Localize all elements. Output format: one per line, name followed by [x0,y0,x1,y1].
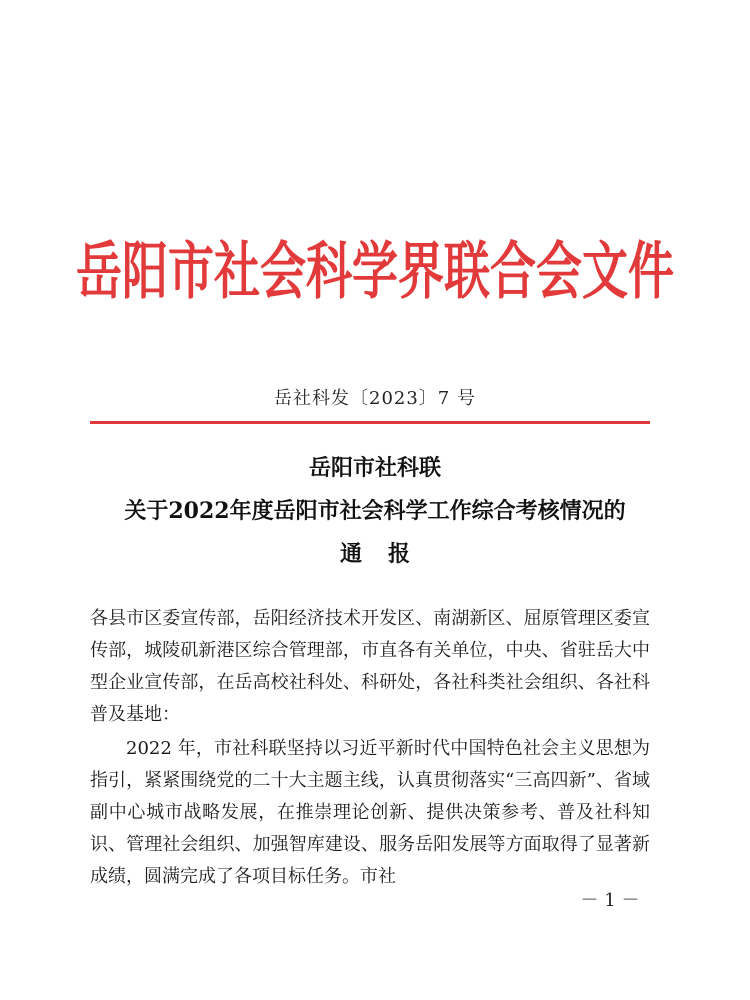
document-number: 岳社科发〔2023〕7 号 [274,388,476,409]
body-paragraph: 2022 年，市社科联坚持以习近平新时代中国特色社会主义思想为指引，紧紧围绕党的二十大主题主线，认真贯彻落实“三高四新”、省域副中心城市战略发展，在推崇理论创新、提供决策参考、普及社科知识、管理社会组织、加强智库建设、服务岳阳发展等方面取得了显著新成绩，圆满完成了各项目标任务。市社 [90,738,650,887]
notice-title-issuer: 岳阳市社科联 [308,455,441,481]
masthead-title: 岳阳市社会科学界联合会文件 [76,234,674,308]
notice-title-type: 通报 [339,541,436,567]
salutation-recipients: 各县市区委宣传部，岳阳经济技术开发区、南湖新区、屈原管理区委宣传部，城陵矶新港区综合管理部，市直各有关单位，中央、省驻岳大中型企业宣传部，在岳高校社科处、科研处，各社科类社会组织、各社科普及基地： [90,608,650,725]
red-divider-line [90,421,650,424]
notice-title-subject: 关于2022年度岳阳市社会科学工作综合考核情况的 [124,498,626,524]
page-number: － 1 － [580,890,640,911]
